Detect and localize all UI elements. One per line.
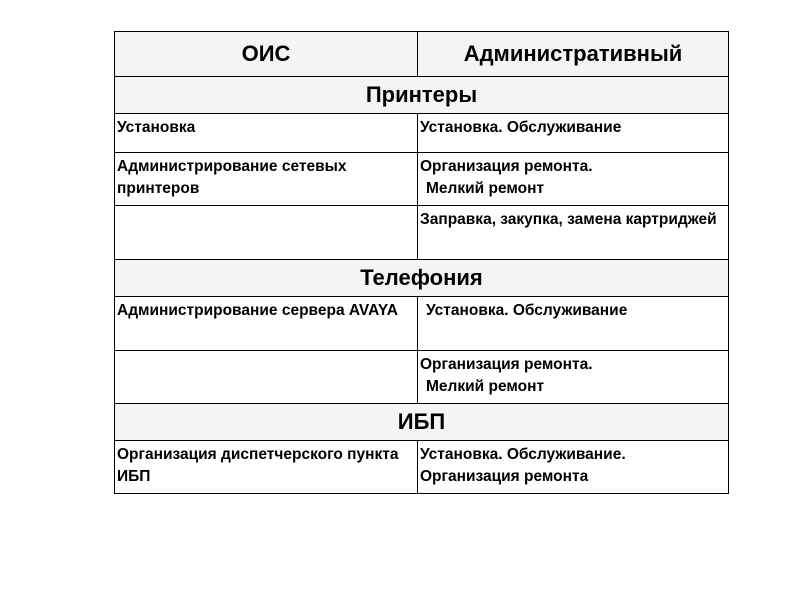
admin-cell <box>418 441 729 494</box>
table-row <box>115 114 729 153</box>
admin-cell: Установка. Обслуживание <box>418 114 729 153</box>
table-row <box>115 441 729 494</box>
table-row <box>115 153 729 206</box>
admin-cell-line: Мелкий ремонт <box>426 378 545 395</box>
ois-cell-empty <box>115 206 418 260</box>
ois-cell: Организация диспетчерского пункта ИБП <box>115 441 418 494</box>
admin-cell-line: Мелкий ремонт <box>426 180 545 197</box>
section-row-telephony <box>115 260 729 297</box>
admin-cell-line: Организация ремонта <box>420 468 589 485</box>
section-title-telephony: Телефония <box>115 260 729 297</box>
section-row-printers <box>115 77 729 114</box>
admin-cell <box>418 297 729 351</box>
section-title-printers: Принтеры <box>115 77 729 114</box>
table-row <box>115 297 729 351</box>
header-ois: ОИС <box>115 32 418 77</box>
section-row-ups <box>115 404 729 441</box>
admin-cell <box>418 153 729 206</box>
ois-cell: Администрирование сервера AVAYA <box>115 297 418 351</box>
ois-cell-empty <box>115 351 418 404</box>
ois-cell: Администрирование сетевых принтеров <box>115 153 418 206</box>
table-row <box>115 206 729 260</box>
admin-cell: Заправка, закупка, замена картриджей <box>418 206 729 260</box>
header-row <box>115 32 729 77</box>
admin-cell-line: Организация ремонта. <box>420 158 593 175</box>
admin-cell-line: Установка. Обслуживание <box>426 302 628 319</box>
table-row <box>115 351 729 404</box>
section-title-ups: ИБП <box>115 404 729 441</box>
responsibility-table <box>114 31 729 494</box>
ois-cell: Установка <box>115 114 418 153</box>
admin-cell-line: Установка. Обслуживание. <box>420 446 626 463</box>
header-admin: Административный <box>418 32 729 77</box>
admin-cell <box>418 351 729 404</box>
admin-cell-line: Организация ремонта. <box>420 356 593 373</box>
